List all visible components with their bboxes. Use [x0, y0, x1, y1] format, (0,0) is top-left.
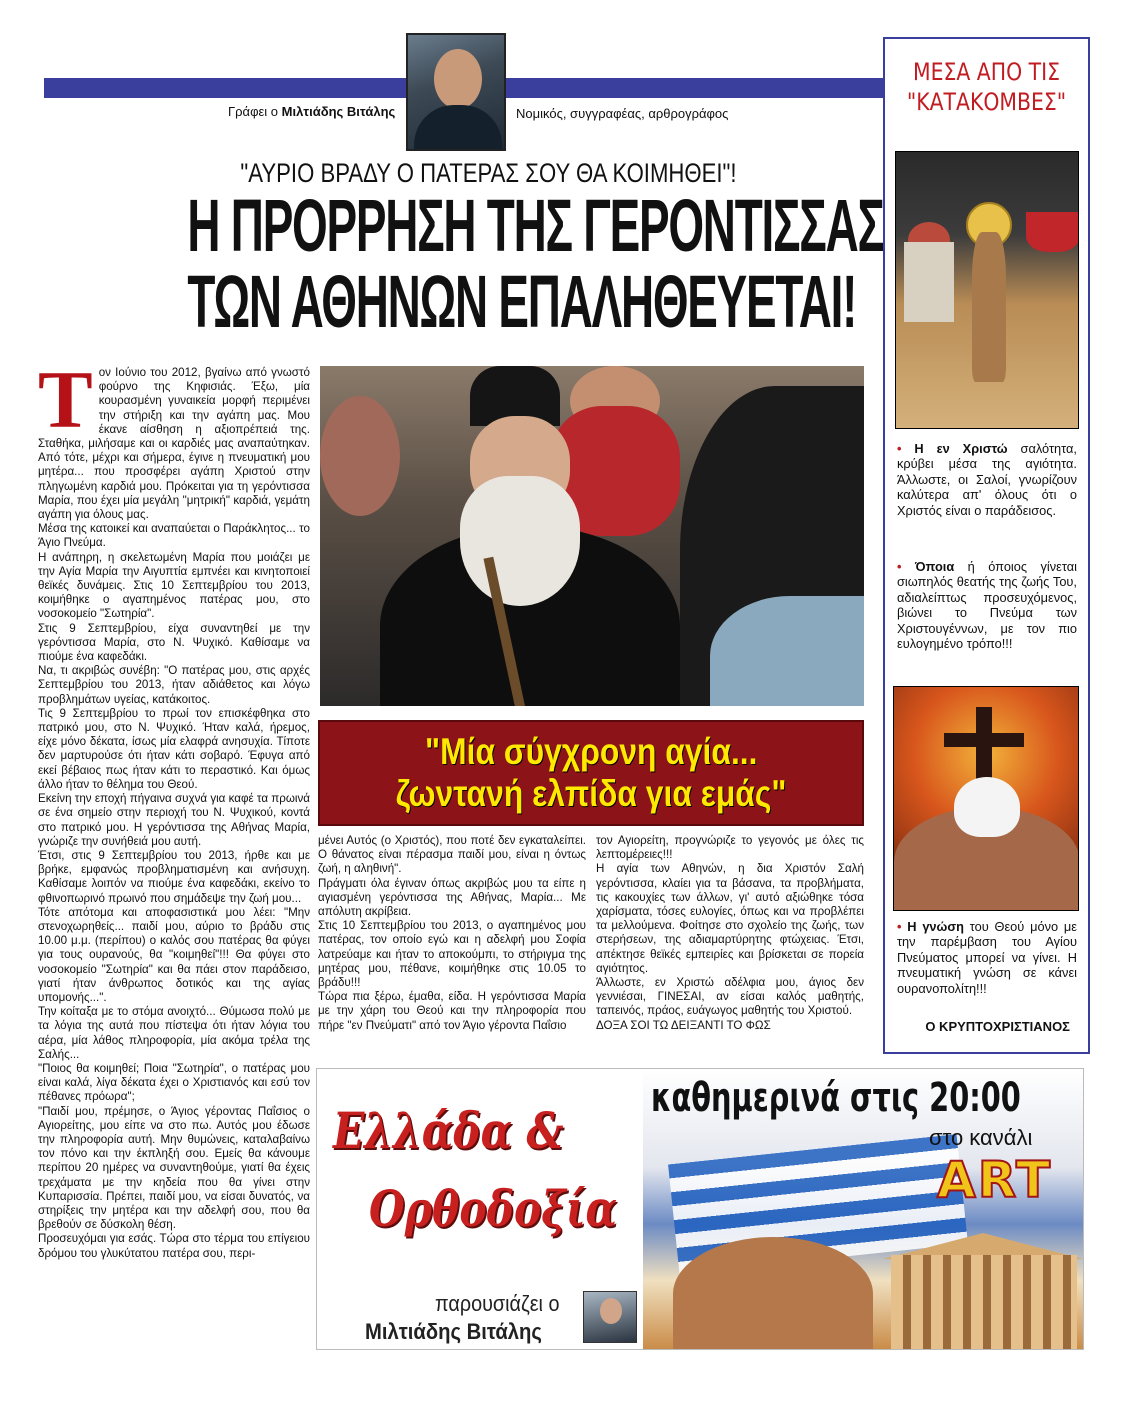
headline-line-2: ΤΩΝ ΑΘΗΝΩΝ ΕΠΑΛΗΘΕΥΕΤΑΙ! [187, 260, 857, 343]
paragraph: μένει Αυτός (ο Χριστός), που ποτέ δεν εγκαταλείπει. Ο θάνατος είναι πέρασμα παιδί μου, είναι η όντως ζωή, η αληθινή". [318, 834, 586, 876]
cross-dove-image [893, 686, 1079, 911]
ad-host-photo [583, 1291, 637, 1343]
byline-prefix: Γράφει ο [228, 104, 282, 119]
pull-quote-line-1: "Μία σύγχρονη αγία... [424, 731, 758, 772]
headline-line-1: Η ΠΡΟΡΡΗΣΗ ΤΗΣ ΓΕΡΟΝΤΙΣΣΑΣ [187, 184, 884, 267]
sidebar-title-line-2: "ΚΑΤΑΚΟΜΒΕΣ" [906, 88, 1067, 116]
ad-left-panel [317, 1069, 643, 1350]
kicker: "ΑΥΡΙΟ ΒΡΑΔΥ Ο ΠΑΤΕΡΑΣ ΣΟΥ ΘΑ ΚΟΙΜΗΘΕΙ"! [240, 158, 737, 188]
bullet-text: ή όποιος γίνεται σιωπηλός θεατής της ζωής Του, αδιαλείπτως προσευχόμενος, βιώνει το Πνεύμα των Χριστουγέννων, με τον πιο ευλογημένο τρόπο!!! [897, 559, 1077, 652]
cross-bar [944, 733, 1024, 747]
icon-red-cloth [1026, 212, 1079, 252]
paragraph: "Ποιος θα κοιμηθεί; Ποια "Σωτηρία", ο πατέρας μου είναι καλά, λίγα δέκατα έχει ο Χριστιανός και εσύ τον πέθανες πρόωρα"; [38, 1061, 310, 1104]
headline [24, 184, 884, 343]
paragraph: Να, τι ακριβώς συνέβη: "Ο πατέρας μου, στις αρχές Σεπτεμβρίου του 2013, ήταν αδιάθετος και λόγω προβλημάτων υγείας, κατάκοιτος. [38, 664, 310, 706]
sidebar-bullet-3 [897, 919, 1077, 996]
article-column-2 [318, 834, 586, 1060]
sidebar-signature: Ο ΚΡΥΠΤΟΧΡΙΣΤΙΑΝΟΣ [925, 1019, 1070, 1034]
paragraph: Εκείνη την εποχή πήγαινα συχνά για καφέ τα πρωινά σε ένα σημείο στην περιοχή του Ν. Ψυχικού, κοντά στο πατρικό μου. Η γερόντισσα της Αθήνας Μαρία, γνώριζε την συνήθειά μου αυτή. [38, 792, 310, 848]
pull-quote [318, 720, 864, 826]
bullet-lead: Η γνώση [907, 919, 964, 934]
author-photo-head [434, 49, 482, 109]
tv-show-advertisement [316, 1068, 1084, 1350]
ad-presents: παρουσιάζει ο [435, 1291, 560, 1316]
paragraph: Στις 9 Σεπτεμβρίου, είχα συναντηθεί με την γερόντισσα Μαρία, στο Ν. Ψυχικό. Καθίσαμε να πιούμε ένα καφεδάκι. [38, 621, 310, 664]
paragraph: Την κοίταξα με το στόμα ανοιχτό... Θύμωσα πολύ με τα λόγια της αυτά που πίστεψα ότι ήταν λόγια του αέρα, μία λάθος πληροφορία, μία ακόμα τρέλα της Σαλής... [38, 1005, 310, 1061]
paragraph: Άλλωστε, εν Χριστώ αδέλφια μου, άγιος δεν γεννιέσαι, ΓΙΝΕΣΑΙ, αν είσαι καλός μαθητής, ταπεινός, πράος, ευάγωγος μαθητής του Χριστού. [596, 976, 864, 1018]
ad-right-panel [643, 1069, 1084, 1350]
sidebar-title-line-1: ΜΕΣΑ ΑΠΟ ΤΙΣ [912, 58, 1061, 86]
closing-line: ΔΟΞΑ ΣΟΙ ΤΩ ΔΕΙΞΑΝΤΙ ΤΟ ΦΩΣ [596, 1018, 771, 1032]
sidebar-box [883, 37, 1090, 1054]
article-column-3 [596, 834, 864, 1060]
bullet-lead: Η εν Χριστώ [914, 441, 1008, 456]
pull-quote-line-2: ζωντανή ελπίδα για εμάς" [395, 773, 787, 814]
ad-schedule: καθημερινά στις 20:00 [651, 1075, 1021, 1121]
byline-author: Μιλτιάδης Βιτάλης [281, 104, 396, 119]
paragraph: Πράγματι όλα έγιναν όπως ακριβώς μου τα είπε η αγιασμένη γερόντισσα της Αθήνας, Μαρία... Με απόλυτη ακρίβεια. [318, 876, 586, 919]
paragraph: ον Ιούνιο του 2012, βγαίνω από γνωστό φούρνο της Κηφισιάς. Έξω, μία κουρασμένη γυναικεία μορφή περιμένει την στήριξη και την αγάπη μας. Μου έκανε αίσθηση η αξιοπρέπειά της. Σταθήκα, μιλήσαμε και οι καρδιές μας αναπαύτηκαν. Από τότε, μέχρι και σήμερα, έγινε η πνευματική μου μητέρα... που προσφέρει αγάπη Χριστού στην πληγωμένη καρδιά μου. Πρόκειται για τη γερόντισσα Μαρία, που έχει μία μεγάλη "μητρική" καρδιά, γεμάτη αγάπη για όλους μας. [38, 366, 310, 522]
photo-blue-sleeve [710, 596, 864, 706]
sidebar-bullet-2 [897, 559, 1077, 651]
paragraph: Η αγία των Αθηνών, η δια Χριστόν Σαλή γερόντισσα, κλαίει για τα βάσανα, τα προβλήματα, τις κακουχίες των άλλων, γι' αυτό αξιώθηκε τόσα χαρίσματα, τόσες ευλογίες, όπως και να προβλέπει τα μελλούμενα. Φοίτησε στο σχολείο της ζωής, των στερήσεων, της αδιαμαρτύρητης φτώχειας. Έτσι, απέκτησε θεϊκές εμπειρίες και βρίσκεται σε πορεία αγιότητος. [596, 862, 864, 975]
paragraph: Τότε απότομα και αποφασιστικά μου λέει: "Μην στενοχωρηθείς... παιδί μου, αύριο το βράδυ στις 10.00 μ.μ. (περίπου) ο καλός σου πατέρας θα φύγει για τους ουρανούς, θα "κοιμηθεί"!!! Θα φύγει στο νοσοκομείο "Σωτηρία" και θα πάει στον παράδεισο, γιατί ήταν άνθρωπος δοτικός και της αγίας υπομονής...". [38, 905, 310, 1004]
hagia-sophia-graphic [673, 1237, 873, 1350]
photo-crowd-figure [320, 396, 400, 516]
ad-title-line-2: Ορθοδοξία [369, 1179, 618, 1238]
dove-icon [954, 777, 1020, 837]
parthenon-columns-graphic [891, 1255, 1077, 1350]
paragraph: Έτσι, στις 9 Σεπτεμβρίου του 2013, ήρθε και με βρήκε, εμφανώς προβληματισμένη και ανήσυχη. Καθίσαμε λοιπόν να πιούμε ένα καφεδάκι, εκείνο το φθινοπωρινό πρωινό που σημάδεψε την ζωή μου... [38, 848, 310, 905]
bullet-text: σαλότητα, κρύβει μέσα της αγιότητα. Άλλωστε, οι Σαλοί, γνωρίζουν καλύτερα απ' όλους ότι ο Χριστός είναι ο παράδεισος. [897, 441, 1077, 518]
ad-title-line-1: Ελλάδα & [333, 1101, 564, 1160]
ad-host-name: Μιλτιάδης Βιτάλης [365, 1319, 542, 1344]
bullet-dot-icon: • [897, 559, 915, 574]
sidebar-bullet-1 [897, 441, 1077, 518]
ad-host-head [600, 1298, 622, 1324]
bullet-lead: Όποια [914, 559, 955, 574]
ad-station-logo: ART [937, 1151, 1053, 1209]
paragraph: Στις 10 Σεπτεμβρίου του 2013, ο αγαπημένος μου πατέρας, τον οποίο εγώ και η αδελφή μου Σοφία λατρεύαμε και ήταν το αποκούμπι, το στήριγμα της μητέρας μου, πέθανε, κοιμήθηκε στις 10.05 το βράδυ!!! [318, 919, 586, 990]
paragraph: Η ανάπηρη, η σκελετωμένη Μαρία που μοιάζει με την Αγία Μαρία την Αιγυπτία εμπνέει και κινητοποιεί θεϊκές δυνάμεις. Στις 10 Σεπτεμβρίου του 2013, κοιμήθηκε ο αγαπημένος πατέρας μου, στο νοσοκομείο "Σωτηρία". [38, 550, 310, 621]
bullet-dot-icon: • [897, 919, 908, 934]
icon-church [904, 242, 954, 322]
dropcap: Τ [38, 354, 93, 445]
byline [228, 104, 395, 119]
paragraph: Μέσα της κατοικεί και αναπαύεται ο Παράκλητος... το Άγιο Πνεύμα. [38, 522, 310, 550]
author-photo-suit [414, 105, 502, 151]
main-photo [320, 366, 864, 706]
icon-saint-figure [972, 232, 1006, 382]
author-role: Νομικός, συγγραφέας, αρθρογράφος [516, 106, 729, 121]
paragraph: Τώρα πια ξέρω, έμαθα, είδα. Η γερόντισσα Μαρία με την χάρη του Θεού και την πληροφορία που πήρε "εν Πνεύματι" από τον Άγιο γέροντα Παΐσιο [318, 990, 586, 1032]
author-photo [406, 33, 506, 151]
saint-icon-image [895, 151, 1079, 429]
sidebar-title [900, 57, 1073, 117]
paragraph: τον Αγιορείτη, προγνώριζε το γεγονός με όλες τις λεπτομέρειες!!! [596, 834, 864, 862]
bullet-text: του Θεού μόνο με την παρέμβαση του Αγίου Πνεύματος μπορεί να γίνει. Η πνευματική γνώση σε κάνει ουρανοπολίτη!!! [897, 919, 1077, 996]
bullet-dot-icon: • [897, 441, 915, 456]
paragraph: Προσευχόμαι για εσάς. Τώρα στο τέρμα του επίγειου δρόμου του γλυκύτατου πατέρα σου, περι- [38, 1232, 310, 1260]
paragraph: "Παιδί μου, πρέμησε, ο Άγιος γέροντας Παΐσιος ο Αγιορείτης, μου είπε να στο πω. Αυτός μου έδωσε την πληροφορία αυτή. Μην θυμώνεις, καταλαβαίνω τον πόνο και την έκπληξή σου. Εμείς θα κάνουμε περίπου 20 ημέρες να συναντηθούμε, γιατί θα έχεις τρεχάματα με την κηδεία που θα γίνει στην Κυπαρισσία. Πρέπει, παιδί μου, να είσαι δυνατός, να στηρίξεις την μητέρα και την αδελφή σου, που θα βρεθούν σε δύσκολη θέση. [38, 1104, 310, 1232]
photo-white-beard [460, 476, 580, 606]
ad-channel-label: στο κανάλι [929, 1125, 1033, 1150]
paragraph: Τις 9 Σεπτεμβρίου το πρωί τον επισκέφθηκα στο πατρικό μου, στο Ν. Ψυχικό. Ήταν καλά, ήρεμος, είχε μόνο δέκατα, ίσως μία ελαφρά ανησυχία. Τίποτε δεν μαρτυρούσε ότι ήταν κάτι σοβαρό. Έφυγα από εκεί βέβαιος πως ήταν κάτι το περαστικό. Και όμως άλλο ήταν το θέλημα του Θεού. [38, 706, 310, 791]
article-column-1 [38, 354, 310, 1402]
